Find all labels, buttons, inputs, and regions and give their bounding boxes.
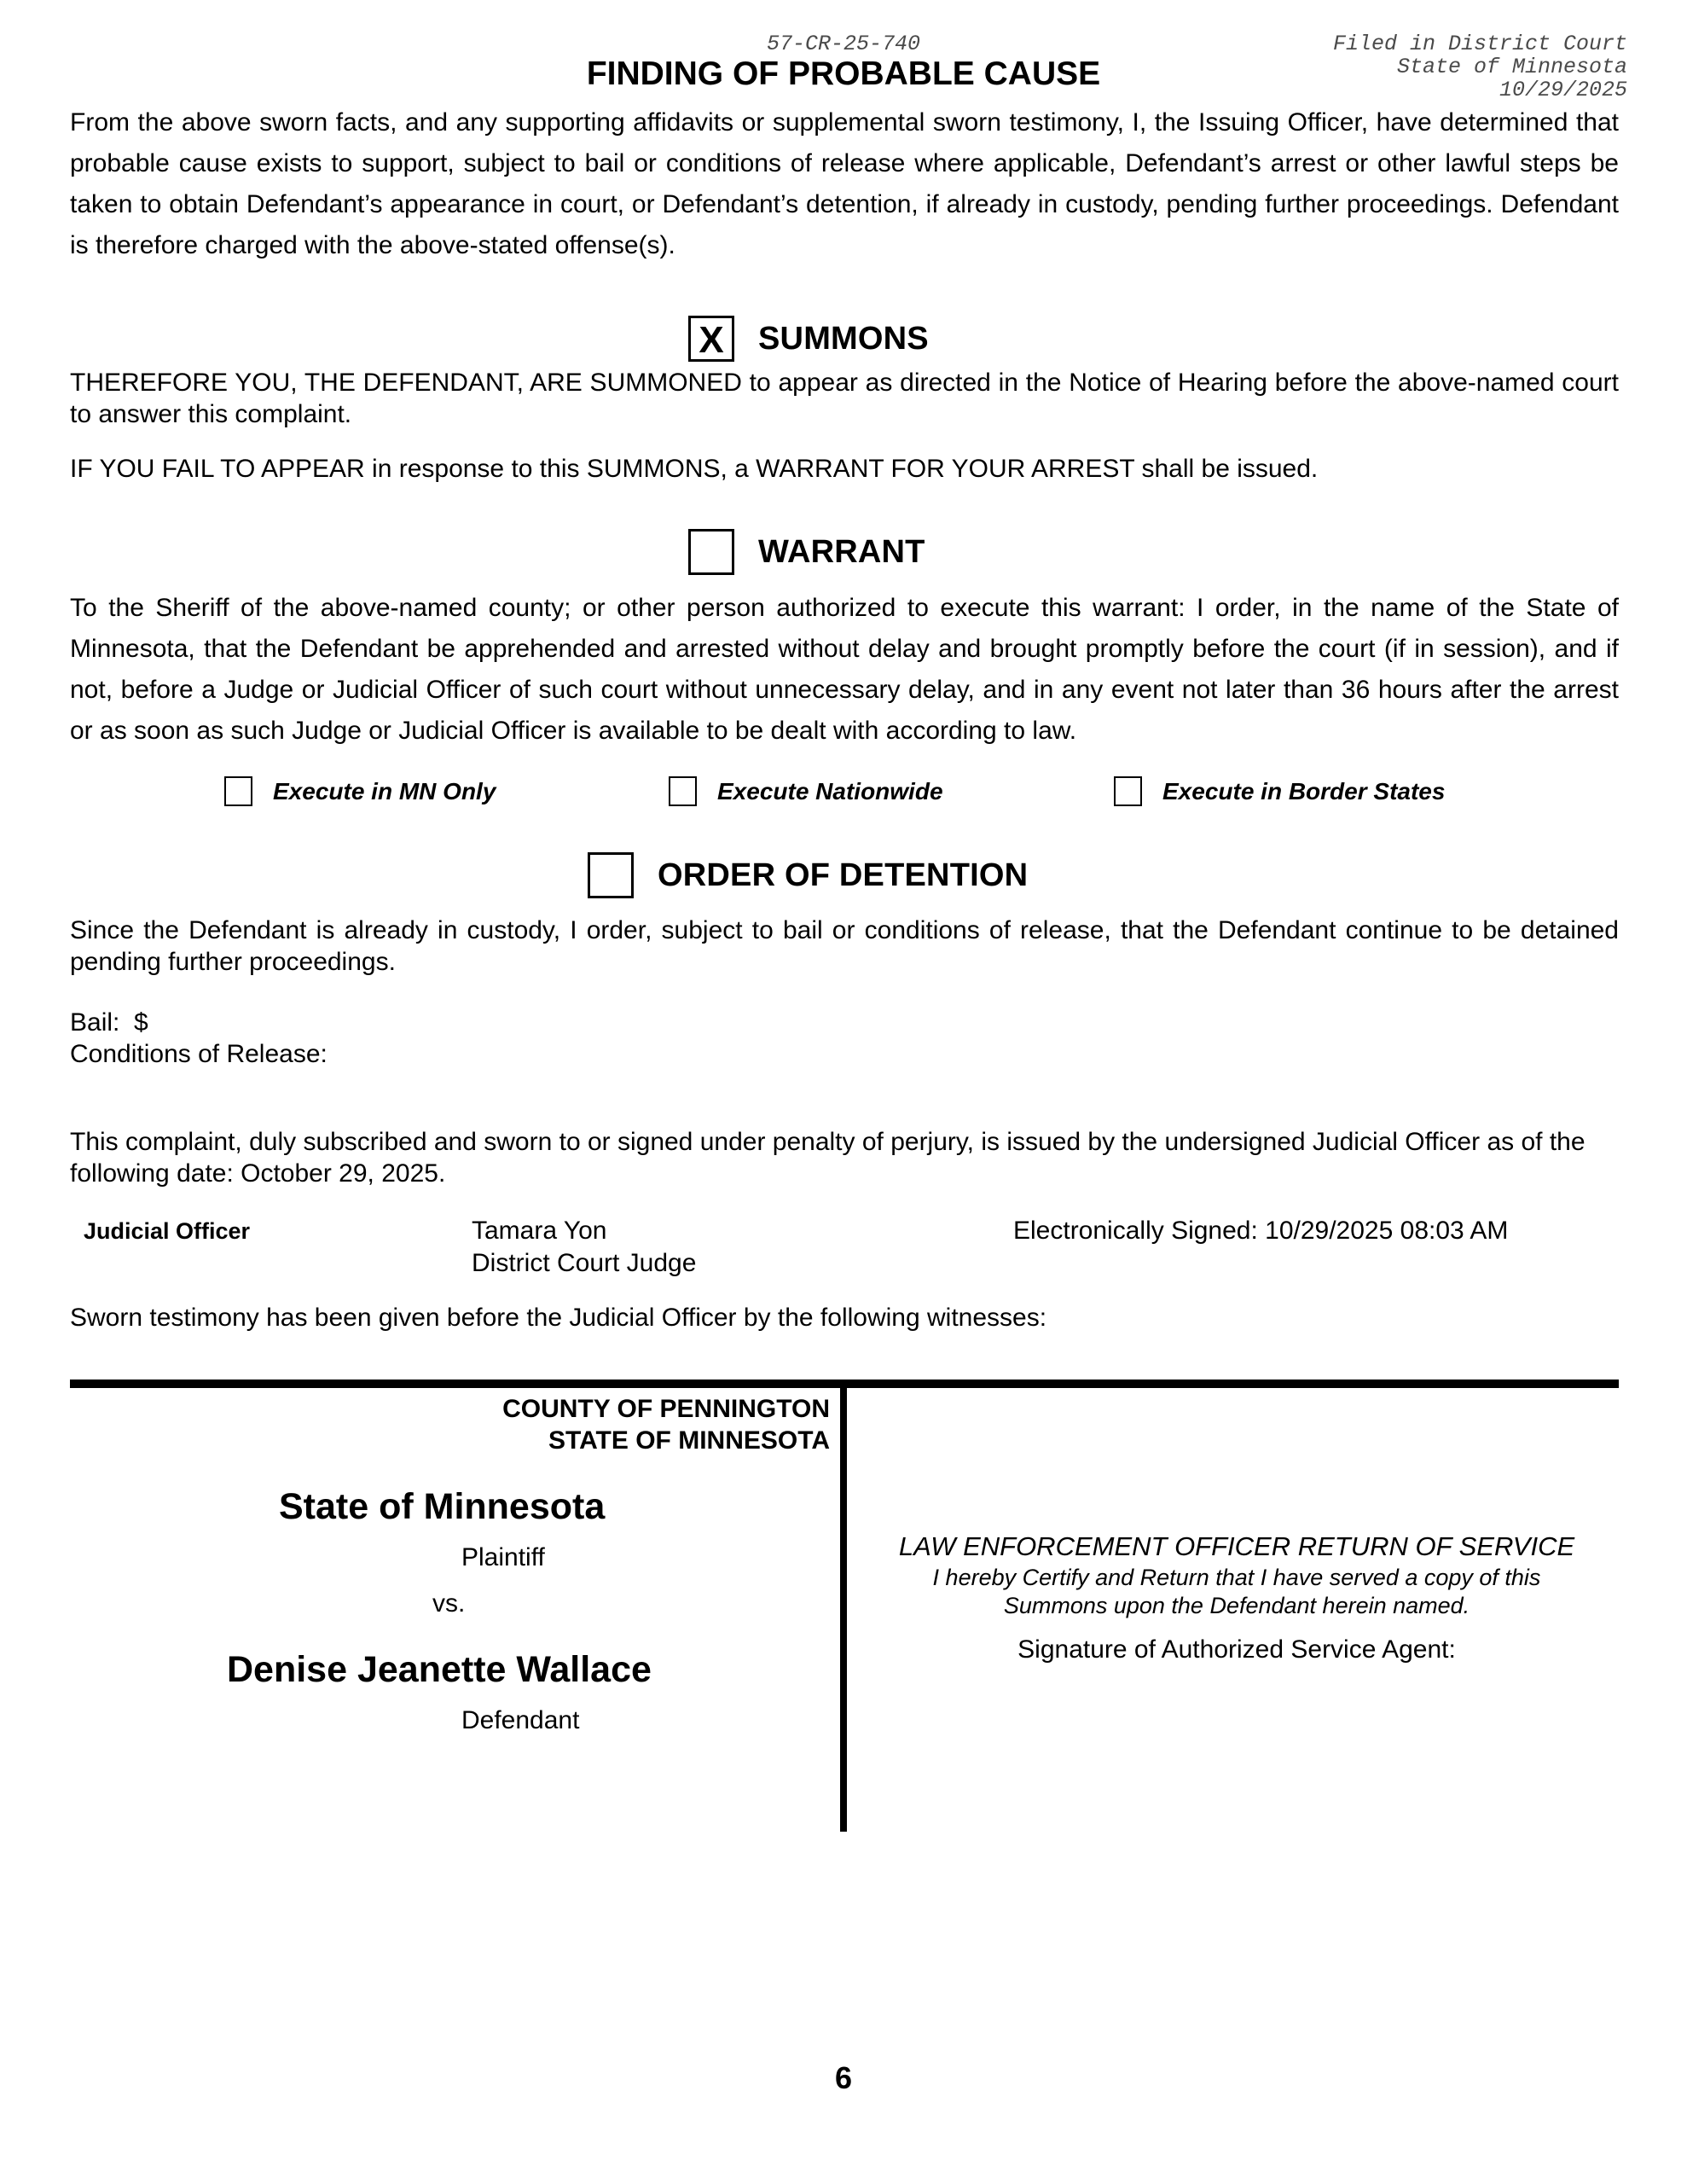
warrant-section-header	[688, 529, 925, 575]
judicial-officer-name: Tamara Yon	[472, 1217, 607, 1245]
check-x-icon: X	[699, 319, 724, 361]
page-number: 6	[834, 2060, 853, 2095]
return-of-service-title: LAW ENFORCEMENT OFFICER RETURN OF SERVICE	[898, 1531, 1575, 1561]
execute-nationwide-checkbox[interactable]	[669, 776, 697, 806]
warrant-label: WARRANT	[758, 533, 925, 570]
warrant-checkbox[interactable]	[688, 529, 734, 575]
return-of-service-line2: Summons upon the Defendant herein named.	[1003, 1593, 1470, 1618]
filed-stamp-line1: Filed in District Court	[1332, 32, 1627, 56]
case-number: 57-CR-25-740	[766, 32, 921, 56]
warrant-paragraph: To the Sheriff of the above-named county; or other person authorized to execute this warrant: I order, in the name of the State of Minnesota, that the Defendant be apprehended and arrested without delay and brought promptly before the court (if in session), and if not, before a Judge or Judicial Officer of such court without unnecessary delay, and in any event not later than 36 hours after the arrest or as soon as such Judge or Judicial Officer is available to be dealt with according to law.	[70, 594, 1619, 745]
execute-option-nationwide[interactable]	[669, 776, 943, 806]
conditions-field	[70, 1038, 328, 1070]
state-label: STATE OF MINNESOTA	[548, 1426, 830, 1455]
caption-venue	[70, 1393, 830, 1456]
detention-label: ORDER OF DETENTION	[658, 857, 1029, 893]
execute-border-states-checkbox[interactable]	[1114, 776, 1142, 806]
caption-divider	[840, 1380, 847, 1832]
county-label: COUNTY OF PENNINGTON	[502, 1395, 830, 1423]
witnesses-text: Sworn testimony has been given before the Judicial Officer by the following witnesses:	[70, 1304, 1047, 1332]
detention-paragraph: Since the Defendant is already in custody, I order, subject to bail or conditions of release, that the Defendant continue to be detained pending further proceedings.	[70, 916, 1619, 976]
return-of-service-line1: I hereby Certify and Return that I have served a copy of this	[932, 1565, 1541, 1590]
execute-mn-only-label: Execute in MN Only	[273, 777, 496, 804]
filed-stamp	[1333, 32, 1627, 102]
summons-warning: IF YOU FAIL TO APPEAR in response to this SUMMONS, a WARRANT FOR YOUR ARREST shall be issued.	[70, 455, 1319, 483]
execute-border-states-label: Execute in Border States	[1162, 777, 1446, 804]
service-agent-signature-label: Signature of Authorized Service Agent:	[1017, 1635, 1456, 1664]
execute-option-mn-only[interactable]	[224, 776, 496, 806]
conditions-label: Conditions of Release:	[70, 1040, 328, 1068]
execute-option-border-states[interactable]	[1114, 776, 1445, 806]
bail-label: Bail: $	[70, 1008, 148, 1037]
judicial-officer-block	[472, 1215, 696, 1280]
bail-field	[70, 1007, 148, 1038]
filed-stamp-line3: 10/29/2025	[1499, 78, 1627, 102]
judicial-officer-label: Judicial Officer	[84, 1218, 251, 1244]
defendant-name: Denise Jeanette Wallace	[227, 1649, 652, 1690]
plaintiff-name: State of Minnesota	[279, 1486, 606, 1527]
defendant-role: Defendant	[461, 1706, 580, 1734]
versus-label: vs.	[432, 1589, 466, 1618]
execute-nationwide-label: Execute Nationwide	[717, 777, 943, 804]
judicial-officer-title: District Court Judge	[472, 1249, 697, 1277]
plaintiff-role: Plaintiff	[461, 1543, 545, 1571]
detention-checkbox[interactable]	[588, 852, 634, 898]
issuance-paragraph: This complaint, duly subscribed and sworn to or signed under penalty of perjury, is issued by the undersigned Judicial Officer as of the following date: October 29, 2025.	[70, 1128, 1586, 1188]
finding-paragraph: From the above sworn facts, and any supporting affidavits or supplemental sworn testimony, I, the Issuing Officer, have determined that probable cause exists to support, subject to bail or conditions of release where applicable, Defendant’s arrest or other lawful steps be taken to obtain Defendant’s appearance in court, or Defendant’s detention, if already in custody, pending further proceedings. Defendant is therefore charged with the above-stated offense(s).	[70, 108, 1619, 259]
execute-mn-only-checkbox[interactable]	[224, 776, 252, 806]
electronic-signature: Electronically Signed: 10/29/2025 08:03 AM	[1013, 1217, 1509, 1245]
summons-paragraph: THEREFORE YOU, THE DEFENDANT, ARE SUMMONED to appear as directed in the Notice of Hearing before the above-named court to answer this complaint.	[70, 369, 1619, 428]
summons-label: SUMMONS	[758, 320, 929, 357]
summons-section-header	[688, 316, 929, 362]
detention-section-header	[588, 852, 1028, 898]
return-of-service	[853, 1530, 1620, 1666]
page-title: FINDING OF PROBABLE CAUSE	[586, 55, 1101, 92]
summons-checkbox[interactable]	[688, 316, 734, 362]
filed-stamp-line2: State of Minnesota	[1396, 55, 1627, 79]
